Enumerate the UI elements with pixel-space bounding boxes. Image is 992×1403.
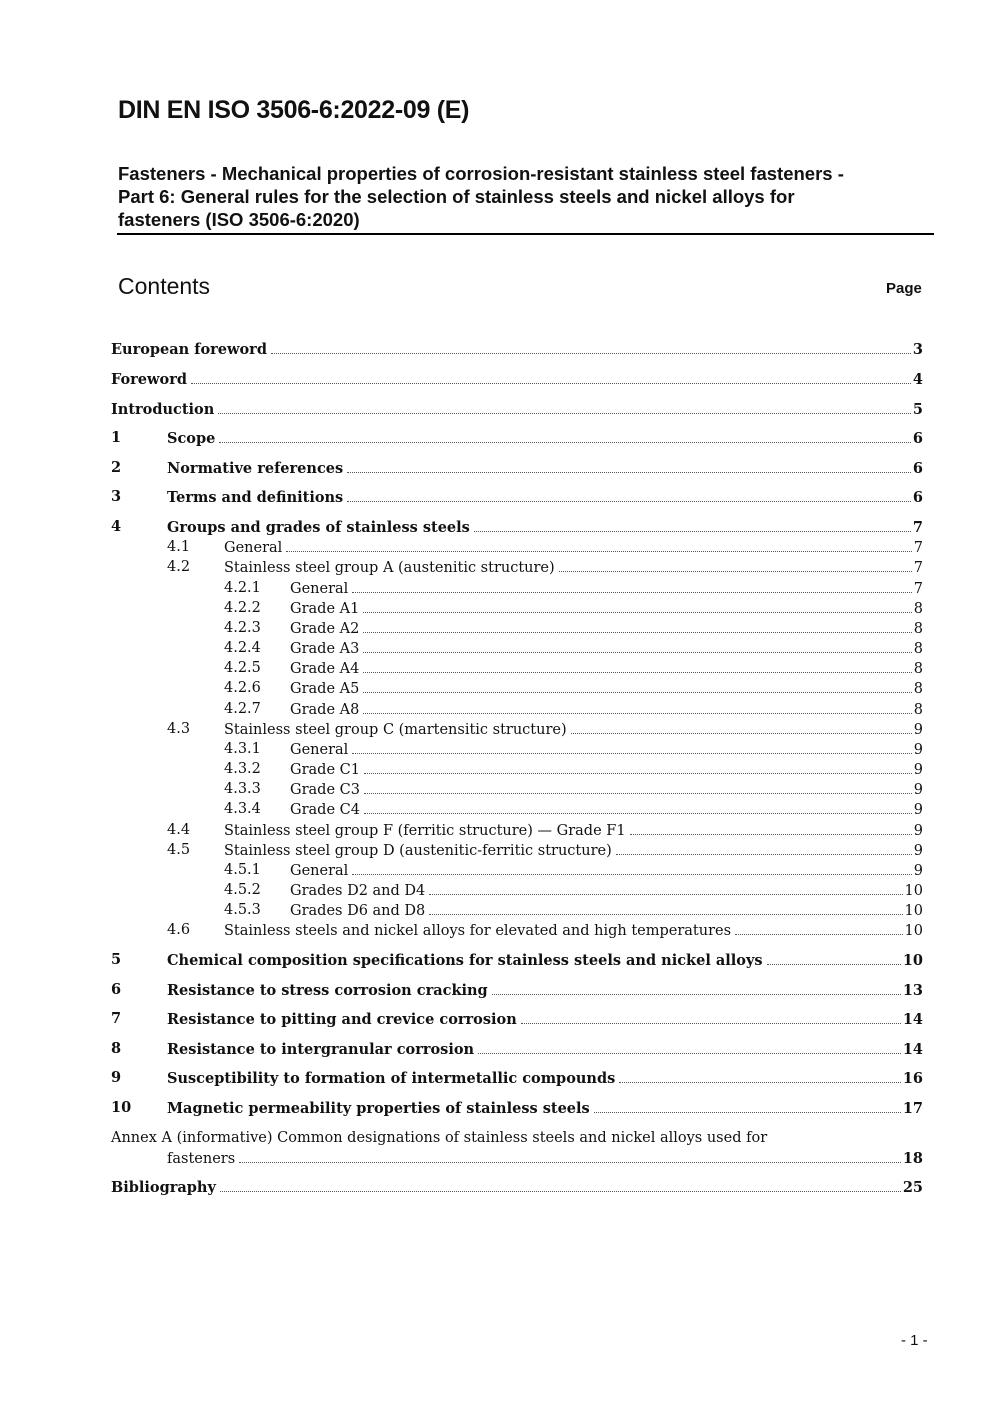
subtitle-line: Part 6: General rules for the selection of stainless steels and nickel alloys for	[118, 186, 795, 207]
toc-entry-title[interactable]: European foreword	[111, 341, 267, 358]
toc-entry-title[interactable]: Groups and grades of stainless steels	[167, 519, 470, 536]
toc-entry-title[interactable]: Foreword	[111, 371, 187, 388]
toc-entry[interactable]	[0, 1068, 992, 1088]
toc-entry[interactable]	[0, 900, 992, 920]
toc-leader	[429, 880, 902, 895]
contents-heading: Contents	[118, 273, 211, 299]
toc-entry-page: 9	[913, 843, 923, 859]
toc-entry-number: 9	[111, 1069, 122, 1086]
toc-entry-page: 9	[913, 742, 923, 758]
toc-entry-number: 4.3.2	[224, 761, 261, 777]
toc-entry-page: 9	[913, 782, 923, 798]
toc-leader	[239, 1148, 901, 1163]
toc-entry[interactable]	[0, 399, 992, 419]
toc-entry[interactable]	[0, 719, 992, 739]
toc-entry-title[interactable]: Terms and definitions	[167, 489, 344, 506]
toc-entry[interactable]	[0, 880, 992, 900]
toc-entry[interactable]	[0, 1177, 992, 1197]
toc-entry-page: 14	[902, 1041, 923, 1058]
toc-entry[interactable]	[0, 517, 992, 537]
toc-entry-number: 4	[111, 518, 122, 535]
toc-entry-title[interactable]: Stainless steels and nickel alloys for elevated and high temperatures	[224, 923, 732, 939]
toc-entry-title[interactable]: Susceptibility to formation of intermetallic compounds	[167, 1070, 616, 1087]
toc-entry-page: 7	[912, 519, 923, 536]
toc-entry[interactable]	[0, 678, 992, 698]
toc-entry-number: 4.3.4	[224, 801, 261, 817]
toc-entry-title[interactable]: Grade A1	[290, 601, 360, 617]
toc-leader	[363, 618, 911, 633]
toc-leader	[521, 1009, 901, 1024]
toc-entry-page: 7	[913, 581, 923, 597]
toc-entry-title[interactable]: Resistance to pitting and crevice corrosion	[167, 1011, 517, 1028]
toc-entry-page: 14	[902, 1011, 923, 1028]
toc-entry-page: 8	[913, 621, 923, 637]
toc-entry[interactable]	[0, 739, 992, 759]
page-number: - 1 -	[901, 1332, 928, 1349]
toc-leader	[219, 428, 911, 443]
toc-entry-page: 7	[913, 560, 923, 576]
toc-leader	[363, 699, 911, 714]
toc-leader	[616, 840, 912, 855]
toc-entry-title[interactable]: Grade C1	[290, 762, 360, 778]
toc-entry-page: 7	[913, 540, 923, 556]
toc-entry[interactable]	[0, 428, 992, 448]
toc-entry-number: 4.2	[167, 559, 191, 575]
toc-entry-title[interactable]: Bibliography	[111, 1179, 216, 1196]
toc-entry[interactable]	[0, 658, 992, 678]
toc-annex-title[interactable]: Annex A (informative) Common designations of stainless steels and nickel alloys used for	[111, 1130, 768, 1146]
toc-entry[interactable]	[0, 950, 992, 970]
toc-entry[interactable]	[0, 759, 992, 779]
toc-entry-title[interactable]: Stainless steel group F (ferritic structure) — Grade F1	[224, 823, 626, 839]
document-title: DIN EN ISO 3506-6:2022-09 (E)	[118, 96, 470, 124]
toc-entry-page: 6	[912, 430, 923, 447]
toc-entry-title[interactable]: Magnetic permeability properties of stainless steels	[167, 1100, 590, 1117]
toc-entry-title[interactable]: Resistance to stress corrosion cracking	[167, 982, 488, 999]
toc-entry-title[interactable]: Stainless steel group A (austenitic structure)	[224, 560, 555, 576]
toc-leader	[352, 860, 911, 875]
toc-leader	[347, 458, 911, 473]
toc-entry-page: 8	[913, 702, 923, 718]
toc-entry-page: 8	[913, 641, 923, 657]
toc-entry[interactable]	[0, 799, 992, 819]
toc-entry-page: 5	[912, 401, 923, 418]
subtitle-line: fasteners (ISO 3506-6:2020)	[118, 209, 360, 230]
toc-entry-number: 4.2.3	[224, 620, 261, 636]
toc-entry-page: 17	[902, 1100, 923, 1117]
toc-leader	[218, 399, 911, 414]
toc-leader	[352, 578, 911, 593]
toc-entry-number: 6	[111, 981, 122, 998]
toc-entry[interactable]	[0, 820, 992, 840]
toc-entry[interactable]	[0, 779, 992, 799]
toc-entry-number: 10	[111, 1099, 132, 1116]
toc-entry-number: 7	[111, 1010, 122, 1027]
toc-entry-title[interactable]: Stainless steel group D (austenitic-ferritic structure)	[224, 843, 612, 859]
toc-leader	[363, 638, 911, 653]
toc-entry-number: 4.2.2	[224, 600, 261, 616]
page-column-heading: Page	[886, 280, 922, 297]
toc-leader	[492, 980, 901, 995]
toc-entry-title[interactable]: Grade A3	[290, 641, 360, 657]
toc-entry-page: 10	[904, 923, 923, 939]
toc-entry-page: 8	[913, 601, 923, 617]
toc-entry[interactable]	[0, 557, 992, 577]
toc-leader	[429, 900, 902, 915]
toc-entry-title[interactable]: Grade C4	[290, 802, 360, 818]
toc-entry-page: 10	[904, 903, 923, 919]
toc-entry-number: 1	[111, 429, 122, 446]
toc-entry-title[interactable]: Grade A2	[290, 621, 360, 637]
toc-entry-number: 4.2.1	[224, 580, 261, 596]
toc-leader	[347, 487, 911, 502]
toc-entry-page: 10	[904, 883, 923, 899]
toc-leader	[220, 1177, 901, 1192]
toc-entry[interactable]	[0, 537, 992, 557]
toc-leader	[478, 1039, 901, 1054]
toc-entry-number: 4.5	[167, 842, 191, 858]
toc-entry-number: 3	[111, 488, 122, 505]
toc-entry-page: 18	[902, 1150, 923, 1167]
title-divider	[117, 233, 934, 235]
toc-entry[interactable]	[0, 1039, 992, 1059]
toc-entry-title[interactable]: Grades D2 and D4	[290, 883, 426, 899]
toc-leader	[364, 779, 912, 794]
toc-entry-page: 8	[913, 681, 923, 697]
toc-leader	[363, 598, 911, 613]
toc-entry-page: 9	[913, 802, 923, 818]
toc-entry-title[interactable]: General	[224, 540, 283, 556]
toc-entry-page: 6	[912, 489, 923, 506]
toc-entry-page: 25	[902, 1179, 923, 1196]
subtitle-line: Fasteners - Mechanical properties of corrosion-resistant stainless steel fasteners -	[118, 163, 844, 184]
toc-leader	[735, 920, 902, 935]
toc-entry-page: 16	[902, 1070, 923, 1087]
toc-entry-title[interactable]: General	[290, 742, 349, 758]
toc-entry-page: 10	[902, 952, 923, 969]
toc-entry[interactable]	[0, 339, 992, 359]
toc-leader	[619, 1068, 901, 1083]
toc-entry-title[interactable]: Grade A5	[290, 681, 360, 697]
toc-leader	[191, 369, 911, 384]
toc-entry-page: 9	[913, 863, 923, 879]
toc-leader	[364, 759, 912, 774]
toc-entry[interactable]	[0, 578, 992, 598]
toc-entry-number: 4.2.5	[224, 660, 261, 676]
toc-entry-title[interactable]: Resistance to intergranular corrosion	[167, 1041, 475, 1058]
toc-entry-number: 4.5.2	[224, 882, 261, 898]
toc-entry[interactable]	[0, 840, 992, 860]
toc-entry-number: 4.1	[167, 539, 191, 555]
toc-leader	[630, 820, 912, 835]
toc-entry-page: 4	[912, 371, 923, 388]
toc-entry-number: 4.3.3	[224, 781, 261, 797]
toc-leader	[352, 739, 911, 754]
toc-entry[interactable]	[0, 487, 992, 507]
toc-entry[interactable]	[0, 699, 992, 719]
toc-leader	[363, 678, 911, 693]
toc-leader	[559, 557, 912, 572]
toc-entry[interactable]	[0, 1098, 992, 1118]
toc-entry-title[interactable]: Chemical composition specifications for stainless steels and nickel alloys	[167, 952, 763, 969]
toc-entry-page: 13	[902, 982, 923, 999]
toc-entry-page: 9	[913, 722, 923, 738]
toc-entry-page: 3	[912, 341, 923, 358]
toc-entry-title[interactable]: Stainless steel group C (martensitic structure)	[224, 722, 567, 738]
toc-entry-number: 4.2.7	[224, 701, 261, 717]
toc-entry-title[interactable]: Normative references	[167, 460, 344, 477]
toc-entry[interactable]	[0, 618, 992, 638]
toc-entry-number: 4.2.6	[224, 680, 261, 696]
toc-leader	[767, 950, 901, 965]
toc-leader	[571, 719, 912, 734]
toc-entry-page: 8	[913, 661, 923, 677]
toc-leader	[271, 339, 911, 354]
toc-entry-number: 5	[111, 951, 122, 968]
toc-entry[interactable]	[0, 920, 992, 940]
toc-entry[interactable]	[0, 980, 992, 1000]
toc-entry-title[interactable]: Grade A8	[290, 702, 360, 718]
toc-entry-number: 4.3.1	[224, 741, 261, 757]
toc-entry-title[interactable]: General	[290, 581, 349, 597]
toc-entry-page: 9	[913, 762, 923, 778]
toc-leader	[474, 517, 911, 532]
toc-entry-number: 4.4	[167, 822, 191, 838]
toc-entry[interactable]	[0, 638, 992, 658]
toc-entry[interactable]	[0, 860, 992, 880]
toc-entry-page: 9	[913, 823, 923, 839]
toc-entry-number: 4.2.4	[224, 640, 261, 656]
toc-leader	[363, 658, 911, 673]
toc-entry[interactable]	[0, 369, 992, 389]
toc-entry-number: 4.5.1	[224, 862, 261, 878]
toc-entry-title[interactable]: Grades D6 and D8	[290, 903, 426, 919]
document-subtitle	[118, 162, 933, 231]
toc-leader	[594, 1098, 901, 1113]
toc-entry-number: 2	[111, 459, 122, 476]
toc-entry-page: 6	[912, 460, 923, 477]
toc-leader	[364, 799, 912, 814]
toc-entry-title[interactable]: Scope	[167, 430, 216, 447]
toc-entry-number: 8	[111, 1040, 122, 1057]
toc-leader	[286, 537, 911, 552]
toc-entry[interactable]	[0, 598, 992, 618]
toc-entry-number: 4.6	[167, 922, 191, 938]
toc-entry-number: 4.3	[167, 721, 191, 737]
toc-entry-title[interactable]: Introduction	[111, 401, 215, 418]
toc-entry-title[interactable]: General	[290, 863, 349, 879]
toc-entry-title[interactable]: Grade C3	[290, 782, 360, 798]
toc-entry-title[interactable]: Grade A4	[290, 661, 360, 677]
toc-entry[interactable]	[0, 458, 992, 478]
toc-entry-number: 4.5.3	[224, 902, 261, 918]
toc-entry-title[interactable]: fasteners	[167, 1151, 236, 1167]
toc-entry[interactable]	[0, 1148, 992, 1168]
toc-entry[interactable]	[0, 1009, 992, 1029]
